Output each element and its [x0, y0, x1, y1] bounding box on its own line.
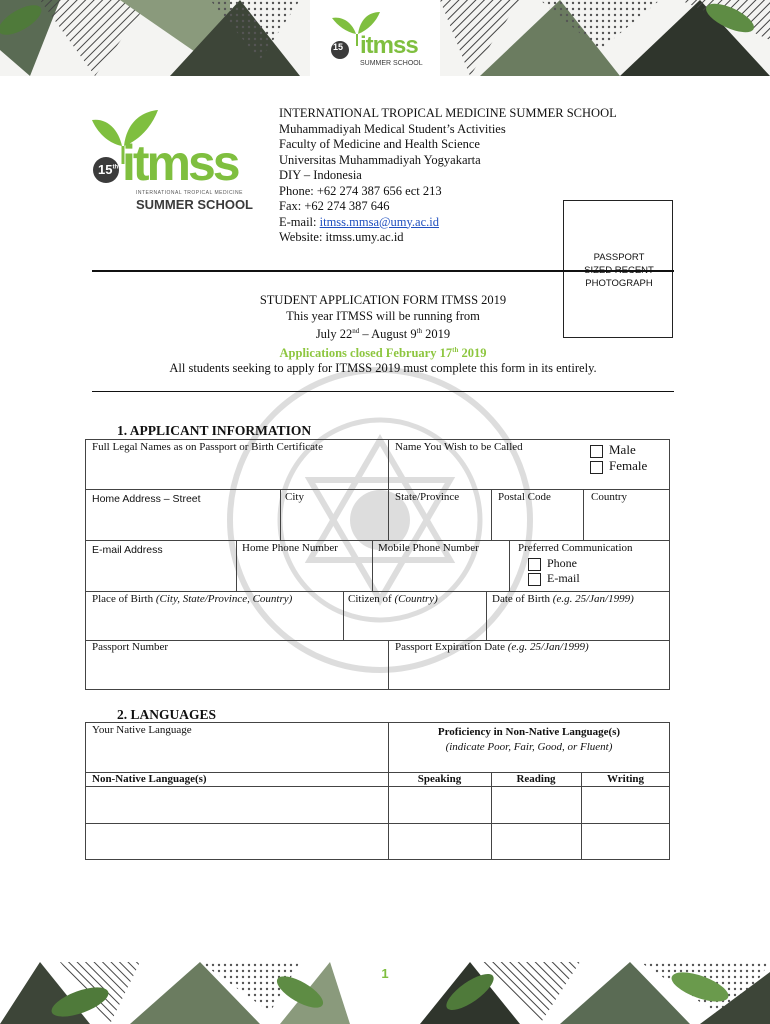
col-line [583, 489, 584, 540]
footer-banner [0, 962, 770, 1024]
email-link[interactable]: itmss.mmsa@umy.ac.id [319, 214, 439, 229]
email-checkbox[interactable] [528, 573, 541, 586]
header-logo [322, 4, 432, 72]
passport-exp-label: Passport Expiration Date [395, 641, 505, 653]
proficiency-hint: (indicate Poor, Fair, Good, or Fluent) [445, 741, 613, 753]
row-line-3 [85, 591, 670, 592]
logo-wordmark: itmss [122, 135, 238, 191]
native-language-field[interactable]: Your Native Language [92, 724, 192, 736]
logo-subtitle: SUMMER SCHOOL [136, 197, 253, 212]
header-wordmark: itmss [360, 32, 418, 59]
form-instruction: All students seeking to apply for ITMSS 2019 must complete this form in its entirely. [169, 361, 597, 376]
logo-badge-suffix: th [112, 164, 119, 171]
header-banner [0, 0, 770, 76]
female-option[interactable] [590, 458, 647, 474]
birth-place-field[interactable] [92, 593, 292, 605]
dates-start: July 22 [315, 327, 353, 342]
country-field[interactable]: Country [591, 491, 628, 503]
female-checkbox[interactable] [590, 461, 603, 474]
col-line [280, 489, 281, 540]
logo-tagline: INTERNATIONAL TROPICAL MEDICINE [136, 190, 243, 196]
dates-year: 2019 [422, 327, 451, 342]
citizen-hint: (Country) [391, 593, 438, 605]
language-row-1-input[interactable] [86, 787, 387, 822]
city-field[interactable]: City [285, 491, 304, 503]
proficiency-title: Proficiency in Non-Native Language(s) [437, 726, 621, 738]
closed-text: Applications closed February 17 [279, 345, 453, 360]
full-name-field[interactable]: Full Legal Names as on Passport or Birth Certificate [92, 441, 323, 453]
called-name-field[interactable]: Name You Wish to be Called [395, 441, 523, 453]
col-line [236, 540, 237, 591]
dob-field[interactable] [492, 593, 634, 605]
email-address-field[interactable]: E-mail Address [92, 544, 163, 556]
male-checkbox[interactable] [590, 445, 603, 458]
col-line [491, 772, 492, 860]
org-line-website: Website: itmss.umy.ac.id [279, 230, 404, 244]
phone-checkbox[interactable] [528, 558, 541, 571]
mobile-phone-field[interactable]: Mobile Phone Number [378, 542, 479, 554]
form-dates [92, 324, 674, 343]
male-option[interactable] [590, 442, 647, 458]
form-title: STUDENT APPLICATION FORM ITMSS 2019 [259, 293, 507, 307]
page-number: 1 [370, 966, 400, 981]
postal-code-field[interactable]: Postal Code [498, 491, 551, 503]
photo-box-line-3: PHOTOGRAPH [585, 278, 653, 289]
header-badge-number: 15 [333, 42, 344, 52]
form-running-text: This year ITMSS will be running from [286, 308, 480, 323]
writing-header: Writing [606, 773, 645, 785]
dob-label: Date of Birth [492, 593, 551, 605]
citizen-field[interactable] [348, 593, 438, 605]
org-line-activities: Muhammadiyah Medical Student’s Activities [279, 121, 506, 136]
non-native-header: Non-Native Language(s) [92, 773, 207, 785]
org-line-university: Universitas Muhammadiyah Yogyakarta [279, 152, 481, 167]
col-line [388, 640, 389, 690]
dob-hint: (e.g. 25/Jan/1999) [550, 593, 634, 605]
email-option[interactable] [528, 571, 580, 586]
col-line [343, 591, 344, 640]
female-label: Female [609, 458, 648, 473]
section1-title: 1. APPLICANT INFORMATION [117, 423, 312, 438]
speaking-header: Speaking [417, 773, 462, 785]
org-line-fax: Fax: +62 274 387 646 [279, 199, 390, 213]
home-street-field[interactable]: Home Address – Street [92, 493, 201, 505]
passport-expiration-field[interactable] [395, 641, 589, 653]
logo-badge-digits: 15 [98, 162, 113, 177]
preferred-options [528, 556, 580, 586]
org-line-region: DIY – Indonesia [279, 168, 362, 182]
org-line-faculty: Faculty of Medicine and Health Science [279, 137, 480, 151]
preferred-communication-label: Preferred Communication [518, 542, 633, 554]
languages-table [85, 722, 670, 860]
applications-closed [92, 343, 674, 362]
reading-header: Reading [516, 773, 556, 785]
male-label: Male [609, 442, 636, 457]
birth-place-hint: (City, State/Province, Country) [153, 593, 293, 605]
dates-end: – August 9 [359, 327, 417, 342]
state-field[interactable]: State/Province [395, 491, 460, 503]
row-line-2 [85, 540, 670, 541]
photo-box-line-2: SIZED RECENT [584, 265, 654, 276]
col-line [491, 489, 492, 540]
phone-option[interactable] [528, 556, 580, 571]
org-line-title: INTERNATIONAL TROPICAL MEDICINE SUMMER SCHOOL [279, 106, 617, 120]
col-line [581, 772, 582, 860]
dates-start-sup: nd [352, 327, 360, 335]
citizen-label: Citizen of [348, 593, 392, 605]
col-line [372, 540, 373, 591]
phone-option-label: Phone [547, 556, 577, 570]
header-subtitle: SUMMER SCHOOL [360, 60, 423, 67]
col-line [486, 591, 487, 640]
org-line-phone: Phone: +62 274 387 656 ect 213 [279, 183, 442, 198]
closed-year: 2019 [458, 345, 487, 360]
col-line [388, 439, 389, 540]
passport-number-field[interactable]: Passport Number [92, 641, 169, 653]
section2-title: 2. LANGUAGES [117, 707, 217, 722]
applicant-info-table [85, 439, 670, 690]
logo-badge-number [98, 162, 118, 177]
passport-exp-hint: (e.g. 25/Jan/1999) [504, 641, 589, 653]
proficiency-header [388, 725, 670, 755]
email-label: E-mail: [279, 214, 320, 229]
birth-place-label: Place of Birth [92, 593, 154, 605]
language-row-2-input[interactable] [86, 824, 387, 859]
home-phone-field[interactable]: Home Phone Number [242, 542, 338, 554]
dates-end-sup: th [416, 327, 423, 335]
col-line [509, 540, 510, 591]
gender-options [590, 442, 647, 474]
main-logo [92, 108, 254, 216]
photo-box-line-1: PASSPORT [593, 252, 645, 263]
closed-sup: th [452, 345, 459, 354]
email-option-label: E-mail [547, 571, 580, 585]
header-divider [92, 270, 674, 272]
